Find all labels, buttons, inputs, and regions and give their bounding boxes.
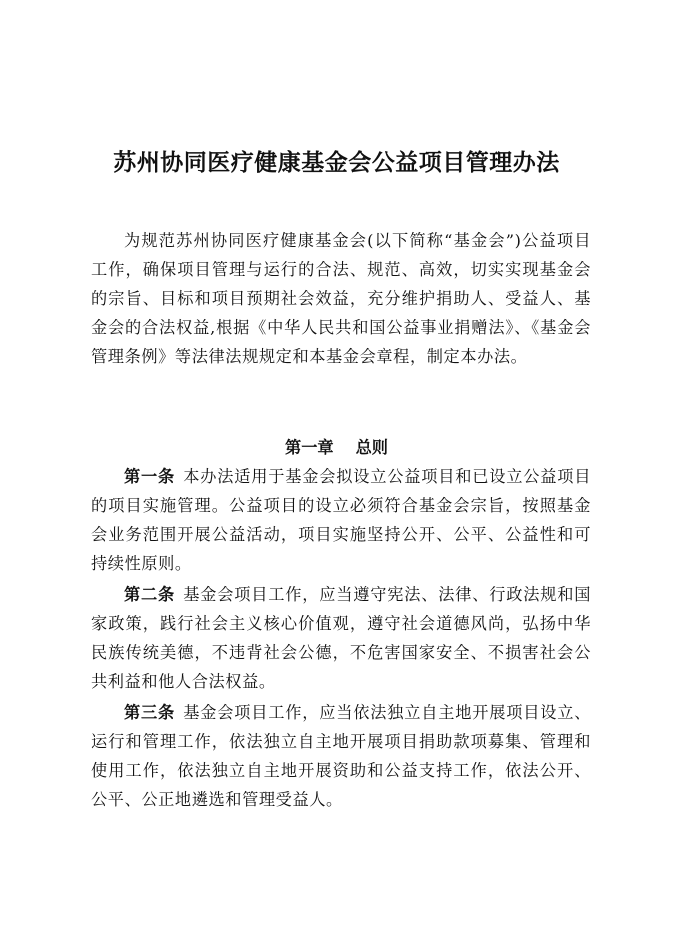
- article-text: 基金会项目工作，应当遵守宪法、法律、行政法规和国家政策，践行社会主义核心价值观，遵守社会道德风尚，弘扬中华民族传统美德，不违背社会公德，不危害国家安全、不损害社会公共利益和他人合法权益。: [91, 585, 591, 691]
- article-2: [91, 580, 591, 696]
- article-label: 第一条: [124, 467, 175, 486]
- article-label: 第二条: [124, 585, 175, 604]
- article-text: 基金会项目工作，应当依法独立自主地开展项目设立、运行和管理工作，依法独立自主地开展项目捐助款项募集、管理和使用工作，依法独立自主地开展资助和公益支持工作，依法公开、公平、公正地遴选和管理受益人。: [91, 703, 591, 809]
- chapter-number: 第一章: [285, 438, 334, 457]
- chapter-heading: [0, 433, 673, 462]
- document-title: 苏州协同医疗健康基金会公益项目管理办法: [113, 149, 560, 176]
- intro-paragraph: 为规范苏州协同医疗健康基金会(以下简称“基金会”)公益项目工作，确保项目管理与运行的合法、规范、高效，切实实现基金会的宗旨、目标和项目预期社会效益，充分维护捐助人、受益人、基金会的合法权益,根据《中华人民共和国公益事业捐赠法》、《基金会管理条例》等法律法规规定和本基金会章程，制定本办法。: [91, 231, 591, 366]
- article-text: 本办法适用于基金会拟设立公益项目和已设立公益项目的项目实施管理。公益项目的设立必须符合基金会宗旨，按照基金会业务范围开展公益活动，项目实施坚持公开、公平、公益性和可持续性原则。: [91, 467, 591, 573]
- article-3: [91, 698, 591, 814]
- article-label: 第三条: [124, 703, 175, 722]
- article-1: [91, 462, 591, 578]
- chapter-name: 总则: [355, 438, 388, 457]
